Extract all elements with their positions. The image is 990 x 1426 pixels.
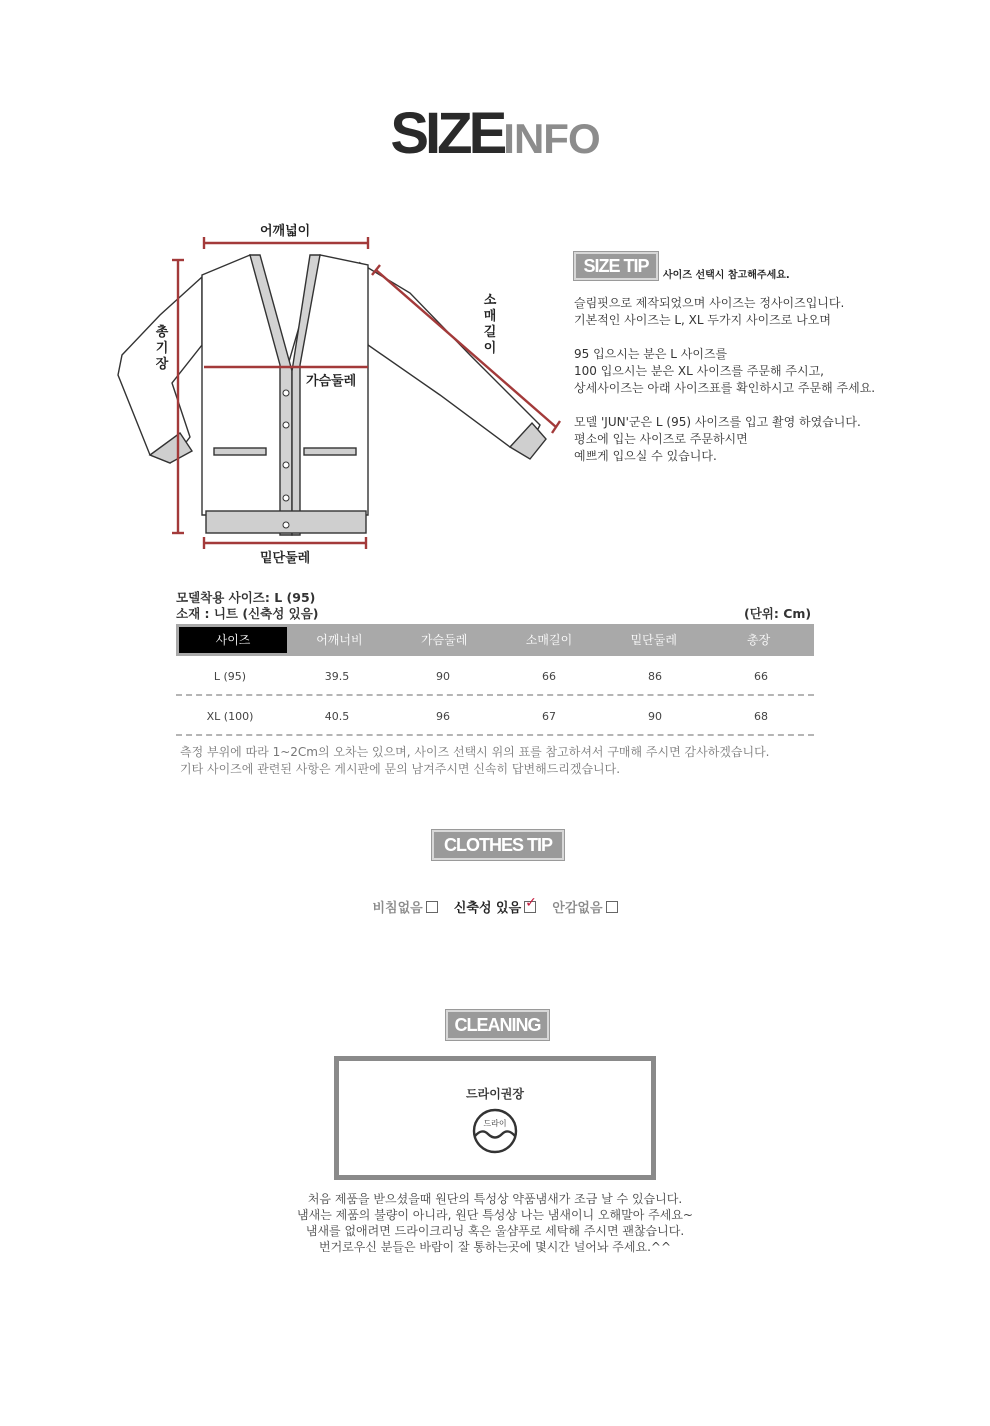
option-no-lining [552, 897, 617, 916]
clean-note-line: 냄새를 없애려면 드라이크리닝 혹은 울샴푸로 세탁해 주시면 괜찮습니다. [305, 1224, 685, 1238]
table-row [176, 696, 814, 736]
table-cell: 96 [436, 710, 450, 723]
chest-label: 가슴둘레 [306, 374, 357, 389]
dry-clean-icon [470, 1108, 520, 1154]
table-row [176, 656, 814, 696]
unit-label: (단위: Cm) [744, 606, 812, 621]
table-cell: 68 [754, 710, 768, 723]
tip-line: 상세사이즈는 아래 사이즈표를 확인하시고 주문해 주세요. [574, 381, 876, 395]
clean-note-line: 처음 제품을 받으셨을때 원단의 특성상 약품냄새가 조금 날 수 있습니다. [307, 1192, 683, 1206]
table-header [176, 624, 814, 656]
tip-line: 95 입으시는 분은 L 사이즈를 [574, 347, 728, 361]
cardigan-illustration [110, 215, 570, 575]
table-cell: L (95) [213, 670, 247, 683]
tip-line: 모델 'JUN'군은 L (95) 사이즈를 입고 촬영 하였습니다. [574, 415, 861, 429]
tip-gap [574, 329, 904, 346]
cardigan-diagram [110, 215, 570, 575]
unchecked-box-icon [606, 901, 618, 913]
title-info: INFO [503, 115, 600, 162]
table-cell: 66 [542, 670, 556, 683]
note-line: 기타 사이즈에 관련된 사항은 게시판에 문의 남겨주시면 신속히 답변해드리겠습니다. [180, 762, 621, 776]
dry-clean-symbol [470, 1108, 520, 1154]
cleaning-method: 드라이권장 [466, 1087, 524, 1101]
size-tip-badge: SIZE TIP [574, 252, 658, 280]
size-table [176, 624, 814, 736]
material: 소재 : 니트 (신축성 있음) [176, 606, 319, 621]
cleaning-badge: CLEANING [446, 1010, 549, 1040]
tip-line: 평소에 입는 사이즈로 주문하시면 [574, 432, 748, 446]
note-line: 측정 부위에 따라 1~2Cm의 오차는 있으며, 사이즈 선택시 위의 표를 참고하셔서 구매해 주시면 감사하겠습니다. [180, 745, 770, 759]
option-label: 안감없음 [552, 901, 603, 916]
header-cell: 가슴둘레 [421, 633, 468, 647]
measurement-notes [180, 744, 769, 778]
table-cell: 66 [754, 670, 768, 683]
clothes-tip-options [0, 897, 990, 916]
checked-box-icon [524, 895, 537, 913]
hem-label: 밑단둘레 [260, 551, 311, 566]
size-tip-text [574, 295, 904, 465]
header-cell: 밑단둘레 [630, 633, 677, 647]
cleaning-notes [0, 1191, 990, 1255]
tip-line: 예쁘게 입으실 수 있습니다. [574, 449, 717, 463]
table-cell: 40.5 [324, 710, 350, 723]
size-info-title [0, 100, 990, 167]
tip-line: 기본적인 사이즈는 L, XL 두가지 사이즈로 나오며 [574, 313, 831, 327]
option-no-see-through [372, 897, 437, 916]
tip-gap [574, 397, 904, 414]
option-label: 비침없음 [372, 901, 423, 916]
table-cell: XL (100) [206, 710, 254, 723]
checkmark-icon: ✓ [525, 895, 537, 911]
table-cell: 86 [648, 670, 662, 683]
option-stretch [454, 897, 536, 916]
table-cell: 90 [436, 670, 450, 683]
clothes-tip-badge: CLOTHES TIP [432, 830, 564, 860]
total-length-label: 총기장 [155, 325, 169, 372]
clean-note-line: 번거로우신 분들은 바람이 잘 통하는곳에 몇시간 널어놔 주세요.^^ [318, 1240, 672, 1254]
table-cell: 67 [542, 710, 556, 723]
table-cell: 39.5 [324, 670, 350, 683]
header-cell: 어깨너비 [316, 633, 363, 647]
header-cell: 소매길이 [525, 633, 573, 647]
model-info [176, 590, 319, 622]
model-size: 모델착용 사이즈: L (95) [176, 590, 316, 605]
tip-line: 슬림핏으로 제작되었으며 사이즈는 정사이즈입니다. [574, 296, 845, 310]
shoulder-label: 어깨넓이 [260, 224, 311, 239]
size-tip-note: 사이즈 선택시 참고해주세요. [663, 270, 790, 281]
header-cell: 총장 [746, 633, 771, 647]
clean-note-line: 냄새는 제품의 불량이 아니라, 원단 특성상 나는 냄새이니 오해말아 주세요~ [297, 1208, 693, 1222]
sleeve-label: 소매길이 [483, 293, 497, 356]
header-cell: 사이즈 [179, 627, 287, 653]
title-size: SIZE [390, 101, 504, 166]
dry-clean-symbol-text: 드라이 [483, 1119, 507, 1128]
option-label: 신축성 있음 [453, 901, 522, 916]
tip-line: 100 입으시는 분은 XL 사이즈를 주문해 주시고, [574, 364, 824, 378]
table-cell: 90 [648, 710, 662, 723]
cleaning-box [334, 1056, 656, 1180]
unchecked-box-icon [426, 901, 438, 913]
